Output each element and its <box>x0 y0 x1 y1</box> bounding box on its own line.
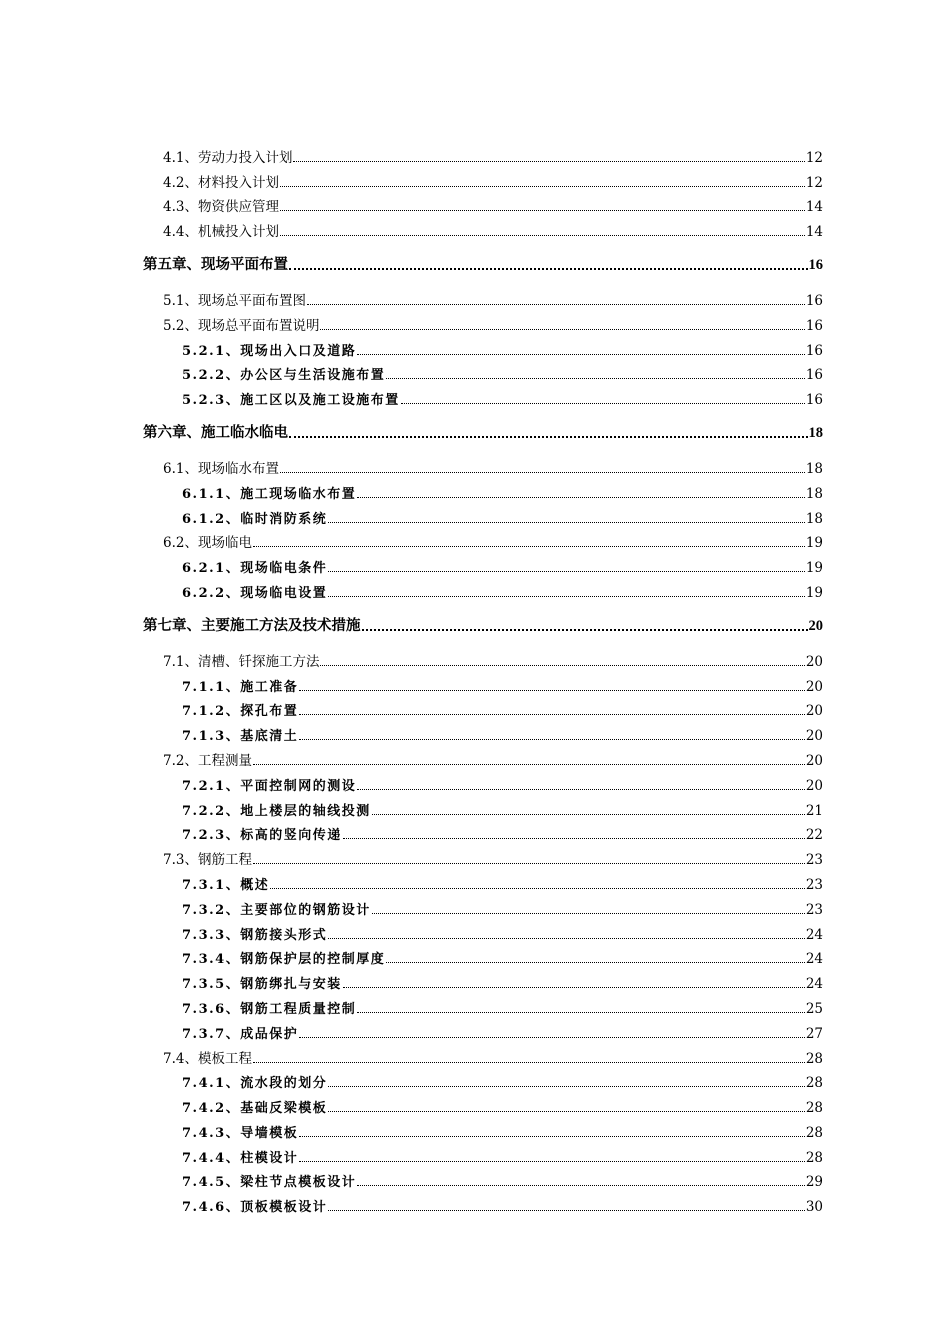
toc-entry[interactable] <box>143 334 823 359</box>
dot-leader <box>289 267 808 270</box>
toc-entry-title: 第六章、施工临水临电 <box>143 425 288 442</box>
toc-page-number: 28 <box>805 1050 823 1067</box>
dot-leader <box>386 961 805 963</box>
toc-entry-title: 7.4、模板工程 <box>163 1050 252 1067</box>
toc-page-number: 20 <box>805 752 823 769</box>
toc-entry[interactable] <box>143 992 823 1017</box>
toc-entry[interactable] <box>143 1017 823 1042</box>
dot-leader <box>386 377 805 379</box>
dot-leader <box>357 1011 805 1013</box>
toc-page-number: 16 <box>805 317 823 334</box>
dot-leader <box>357 353 805 355</box>
dot-leader <box>328 1209 805 1211</box>
toc-entry-title: 7.2、工程测量 <box>163 752 252 769</box>
toc-entry-title: 7.4.1、流水段的划分 <box>182 1076 328 1092</box>
toc-entry-title: 5.2.2、办公区与生活设施布置 <box>182 368 386 384</box>
toc-page-number: 30 <box>805 1199 823 1216</box>
toc-entry[interactable] <box>143 284 823 309</box>
toc-entry[interactable] <box>143 695 823 720</box>
dot-leader <box>299 1135 805 1137</box>
toc-entry-title: 7.3.4、钢筋保护层的控制厚度 <box>182 952 386 968</box>
dot-leader <box>299 1036 805 1038</box>
toc-entry[interactable] <box>143 943 823 968</box>
toc-entry[interactable] <box>143 1166 823 1191</box>
toc-page-number: 19 <box>805 560 823 577</box>
toc-entry[interactable] <box>143 1116 823 1141</box>
toc-entry[interactable] <box>143 452 823 477</box>
toc-entry[interactable] <box>143 819 823 844</box>
toc-entry[interactable] <box>143 141 823 166</box>
dot-leader <box>299 738 805 740</box>
dot-leader <box>307 303 805 305</box>
toc-entry-title: 7.3.6、钢筋工程质量控制 <box>182 1001 357 1017</box>
dot-leader <box>328 595 805 597</box>
toc-entry-title: 4.3、物资供应管理 <box>163 199 279 216</box>
toc-page-number: 23 <box>805 901 823 918</box>
dot-leader <box>328 1085 805 1087</box>
toc-chapter-entry[interactable] <box>143 416 823 442</box>
toc-entry[interactable] <box>143 1190 823 1215</box>
toc-entry[interactable] <box>143 1067 823 1092</box>
toc-entry-title: 7.4.3、导墙模板 <box>182 1125 299 1141</box>
toc-page-number: 16 <box>805 342 823 359</box>
toc-page-number: 20 <box>805 703 823 720</box>
toc-entry-title: 7.2.2、地上楼层的轴线投测 <box>182 803 371 819</box>
toc-page-number: 20 <box>805 653 823 670</box>
toc-page-number: 21 <box>805 802 823 819</box>
dot-leader <box>280 209 805 211</box>
toc-page-number: 24 <box>805 926 823 943</box>
toc-page-number: 20 <box>808 617 823 634</box>
toc-page-number: 27 <box>805 1025 823 1042</box>
toc-entry[interactable] <box>143 502 823 527</box>
dot-leader <box>357 788 805 790</box>
toc-entry-title: 7.1.2、探孔布置 <box>182 704 299 720</box>
dot-leader <box>320 664 804 666</box>
toc-entry[interactable] <box>143 719 823 744</box>
toc-entry-title: 7.4.6、顶板模板设计 <box>182 1200 328 1216</box>
toc-entry-title: 7.3.1、概述 <box>182 877 270 893</box>
toc-entry-title: 5.1、现场总平面布置图 <box>163 292 306 309</box>
dot-leader <box>270 887 805 889</box>
toc-entry-title: 7.3.7、成品保护 <box>182 1026 299 1042</box>
toc-entry-title: 7.3、钢筋工程 <box>163 852 252 869</box>
toc-entry[interactable] <box>143 166 823 191</box>
dot-leader <box>372 813 805 815</box>
dot-leader <box>328 937 805 939</box>
toc-entry[interactable] <box>143 967 823 992</box>
toc-chapter-entry[interactable] <box>143 248 823 274</box>
toc-entry-title: 7.1、清槽、钎探施工方法 <box>163 653 320 670</box>
toc-entry[interactable] <box>143 309 823 334</box>
toc-entry-title: 4.1、劳动力投入计划 <box>163 149 293 166</box>
dot-leader <box>328 570 805 572</box>
toc-entry-title: 7.3.2、主要部位的钢筋设计 <box>182 902 371 918</box>
toc-entry-title: 第五章、现场平面布置 <box>143 257 288 274</box>
dot-leader <box>253 1061 805 1063</box>
toc-page-number: 28 <box>805 1149 823 1166</box>
toc-page-number: 28 <box>805 1124 823 1141</box>
toc-entry[interactable] <box>143 744 823 769</box>
toc-entry[interactable] <box>143 527 823 552</box>
toc-entry-title: 7.1.3、基底清土 <box>182 729 299 745</box>
toc-page-number: 28 <box>805 1100 823 1117</box>
toc-entry[interactable] <box>143 383 823 408</box>
toc-entry-title: 7.4.4、柱模设计 <box>182 1150 299 1166</box>
dot-leader <box>293 160 804 162</box>
dot-leader <box>280 471 805 473</box>
toc-entry-title: 4.2、材料投入计划 <box>163 174 279 191</box>
toc-page-number: 19 <box>805 584 823 601</box>
toc-page-number: 16 <box>808 257 823 274</box>
toc-entry[interactable] <box>143 215 823 240</box>
toc-page-number: 24 <box>805 976 823 993</box>
toc-page-number: 12 <box>805 174 823 191</box>
dot-leader <box>280 234 805 236</box>
toc-entry[interactable] <box>143 1091 823 1116</box>
dot-leader <box>299 713 805 715</box>
toc-entry-title: 5.2.3、施工区以及施工设施布置 <box>182 393 400 409</box>
dot-leader <box>320 328 804 330</box>
toc-entry-title: 5.2.1、现场出入口及道路 <box>182 343 357 359</box>
toc-entry[interactable] <box>143 843 823 868</box>
toc-page-number: 23 <box>805 852 823 869</box>
toc-entry[interactable] <box>143 359 823 384</box>
toc-entry[interactable] <box>143 868 823 893</box>
toc-entry-title: 6.1.1、施工现场临水布置 <box>182 486 357 502</box>
dot-leader <box>401 402 805 404</box>
toc-page-number: 16 <box>805 392 823 409</box>
toc-page-number: 20 <box>805 777 823 794</box>
dot-leader <box>328 1110 805 1112</box>
dot-leader <box>328 521 805 523</box>
toc-page-number: 20 <box>805 678 823 695</box>
toc-entry-title: 6.2.1、现场临电条件 <box>182 561 328 577</box>
toc-entry-title: 6.1、现场临水布置 <box>163 460 279 477</box>
dot-leader <box>372 912 805 914</box>
dot-leader <box>299 1160 805 1162</box>
toc-entry[interactable] <box>143 645 823 670</box>
toc-page-number: 19 <box>805 535 823 552</box>
dot-leader <box>357 496 805 498</box>
dot-leader <box>280 185 805 187</box>
toc-entry-title: 4.4、机械投入计划 <box>163 224 279 241</box>
toc-entry-title: 5.2、现场总平面布置说明 <box>163 317 320 334</box>
dot-leader <box>343 837 805 839</box>
toc-page-number: 18 <box>805 485 823 502</box>
dot-leader <box>253 862 805 864</box>
toc-page-number: 24 <box>805 951 823 968</box>
dot-leader <box>289 435 808 438</box>
toc-page-number: 16 <box>805 367 823 384</box>
toc-entry-title: 7.2.3、标高的竖向传递 <box>182 828 342 844</box>
toc-entry[interactable] <box>143 769 823 794</box>
toc-entry-title: 6.2.2、现场临电设置 <box>182 585 328 601</box>
toc-entry[interactable] <box>143 551 823 576</box>
toc-page-number: 16 <box>805 292 823 309</box>
toc-entry-title: 7.4.2、基础反梁模板 <box>182 1101 328 1117</box>
toc-page-number: 29 <box>805 1174 823 1191</box>
toc-page-number: 12 <box>805 149 823 166</box>
toc-entry-title: 第七章、主要施工方法及技术措施 <box>143 617 361 634</box>
dot-leader <box>299 689 805 691</box>
dot-leader <box>357 1184 805 1186</box>
toc-page-number: 14 <box>805 199 823 216</box>
toc-entry-title: 7.3.3、钢筋接头形式 <box>182 927 328 943</box>
toc-entry-title: 7.2.1、平面控制网的测设 <box>182 778 357 794</box>
toc-page-number: 18 <box>805 460 823 477</box>
toc-page-number: 25 <box>805 1000 823 1017</box>
toc-entry[interactable] <box>143 1042 823 1067</box>
toc-chapter-entry[interactable] <box>143 609 823 635</box>
toc-entry-title: 6.2、现场临电 <box>163 535 252 552</box>
toc-entry[interactable] <box>143 576 823 601</box>
toc-entry-title: 7.4.5、梁柱节点模板设计 <box>182 1175 357 1191</box>
toc-entry[interactable] <box>143 893 823 918</box>
toc-entry-title: 6.1.2、临时消防系统 <box>182 511 328 527</box>
toc-entry[interactable] <box>143 794 823 819</box>
toc-page-number: 28 <box>805 1075 823 1092</box>
toc-entry[interactable] <box>143 1141 823 1166</box>
toc-entry[interactable] <box>143 477 823 502</box>
dot-leader <box>362 628 808 631</box>
toc-page-number: 14 <box>805 224 823 241</box>
toc-page-number: 20 <box>805 728 823 745</box>
toc-entry[interactable] <box>143 918 823 943</box>
dot-leader <box>253 763 805 765</box>
toc-page-number: 22 <box>805 827 823 844</box>
dot-leader <box>343 986 805 988</box>
toc-entry-title: 7.3.5、钢筋绑扎与安装 <box>182 977 342 993</box>
table-of-contents <box>143 141 823 1215</box>
toc-page-number: 18 <box>805 510 823 527</box>
toc-entry[interactable] <box>143 191 823 216</box>
toc-entry-title: 7.1.1、施工准备 <box>182 679 299 695</box>
dot-leader <box>253 545 805 547</box>
toc-page-number: 23 <box>805 876 823 893</box>
toc-entry[interactable] <box>143 670 823 695</box>
toc-page-number: 18 <box>808 425 823 442</box>
